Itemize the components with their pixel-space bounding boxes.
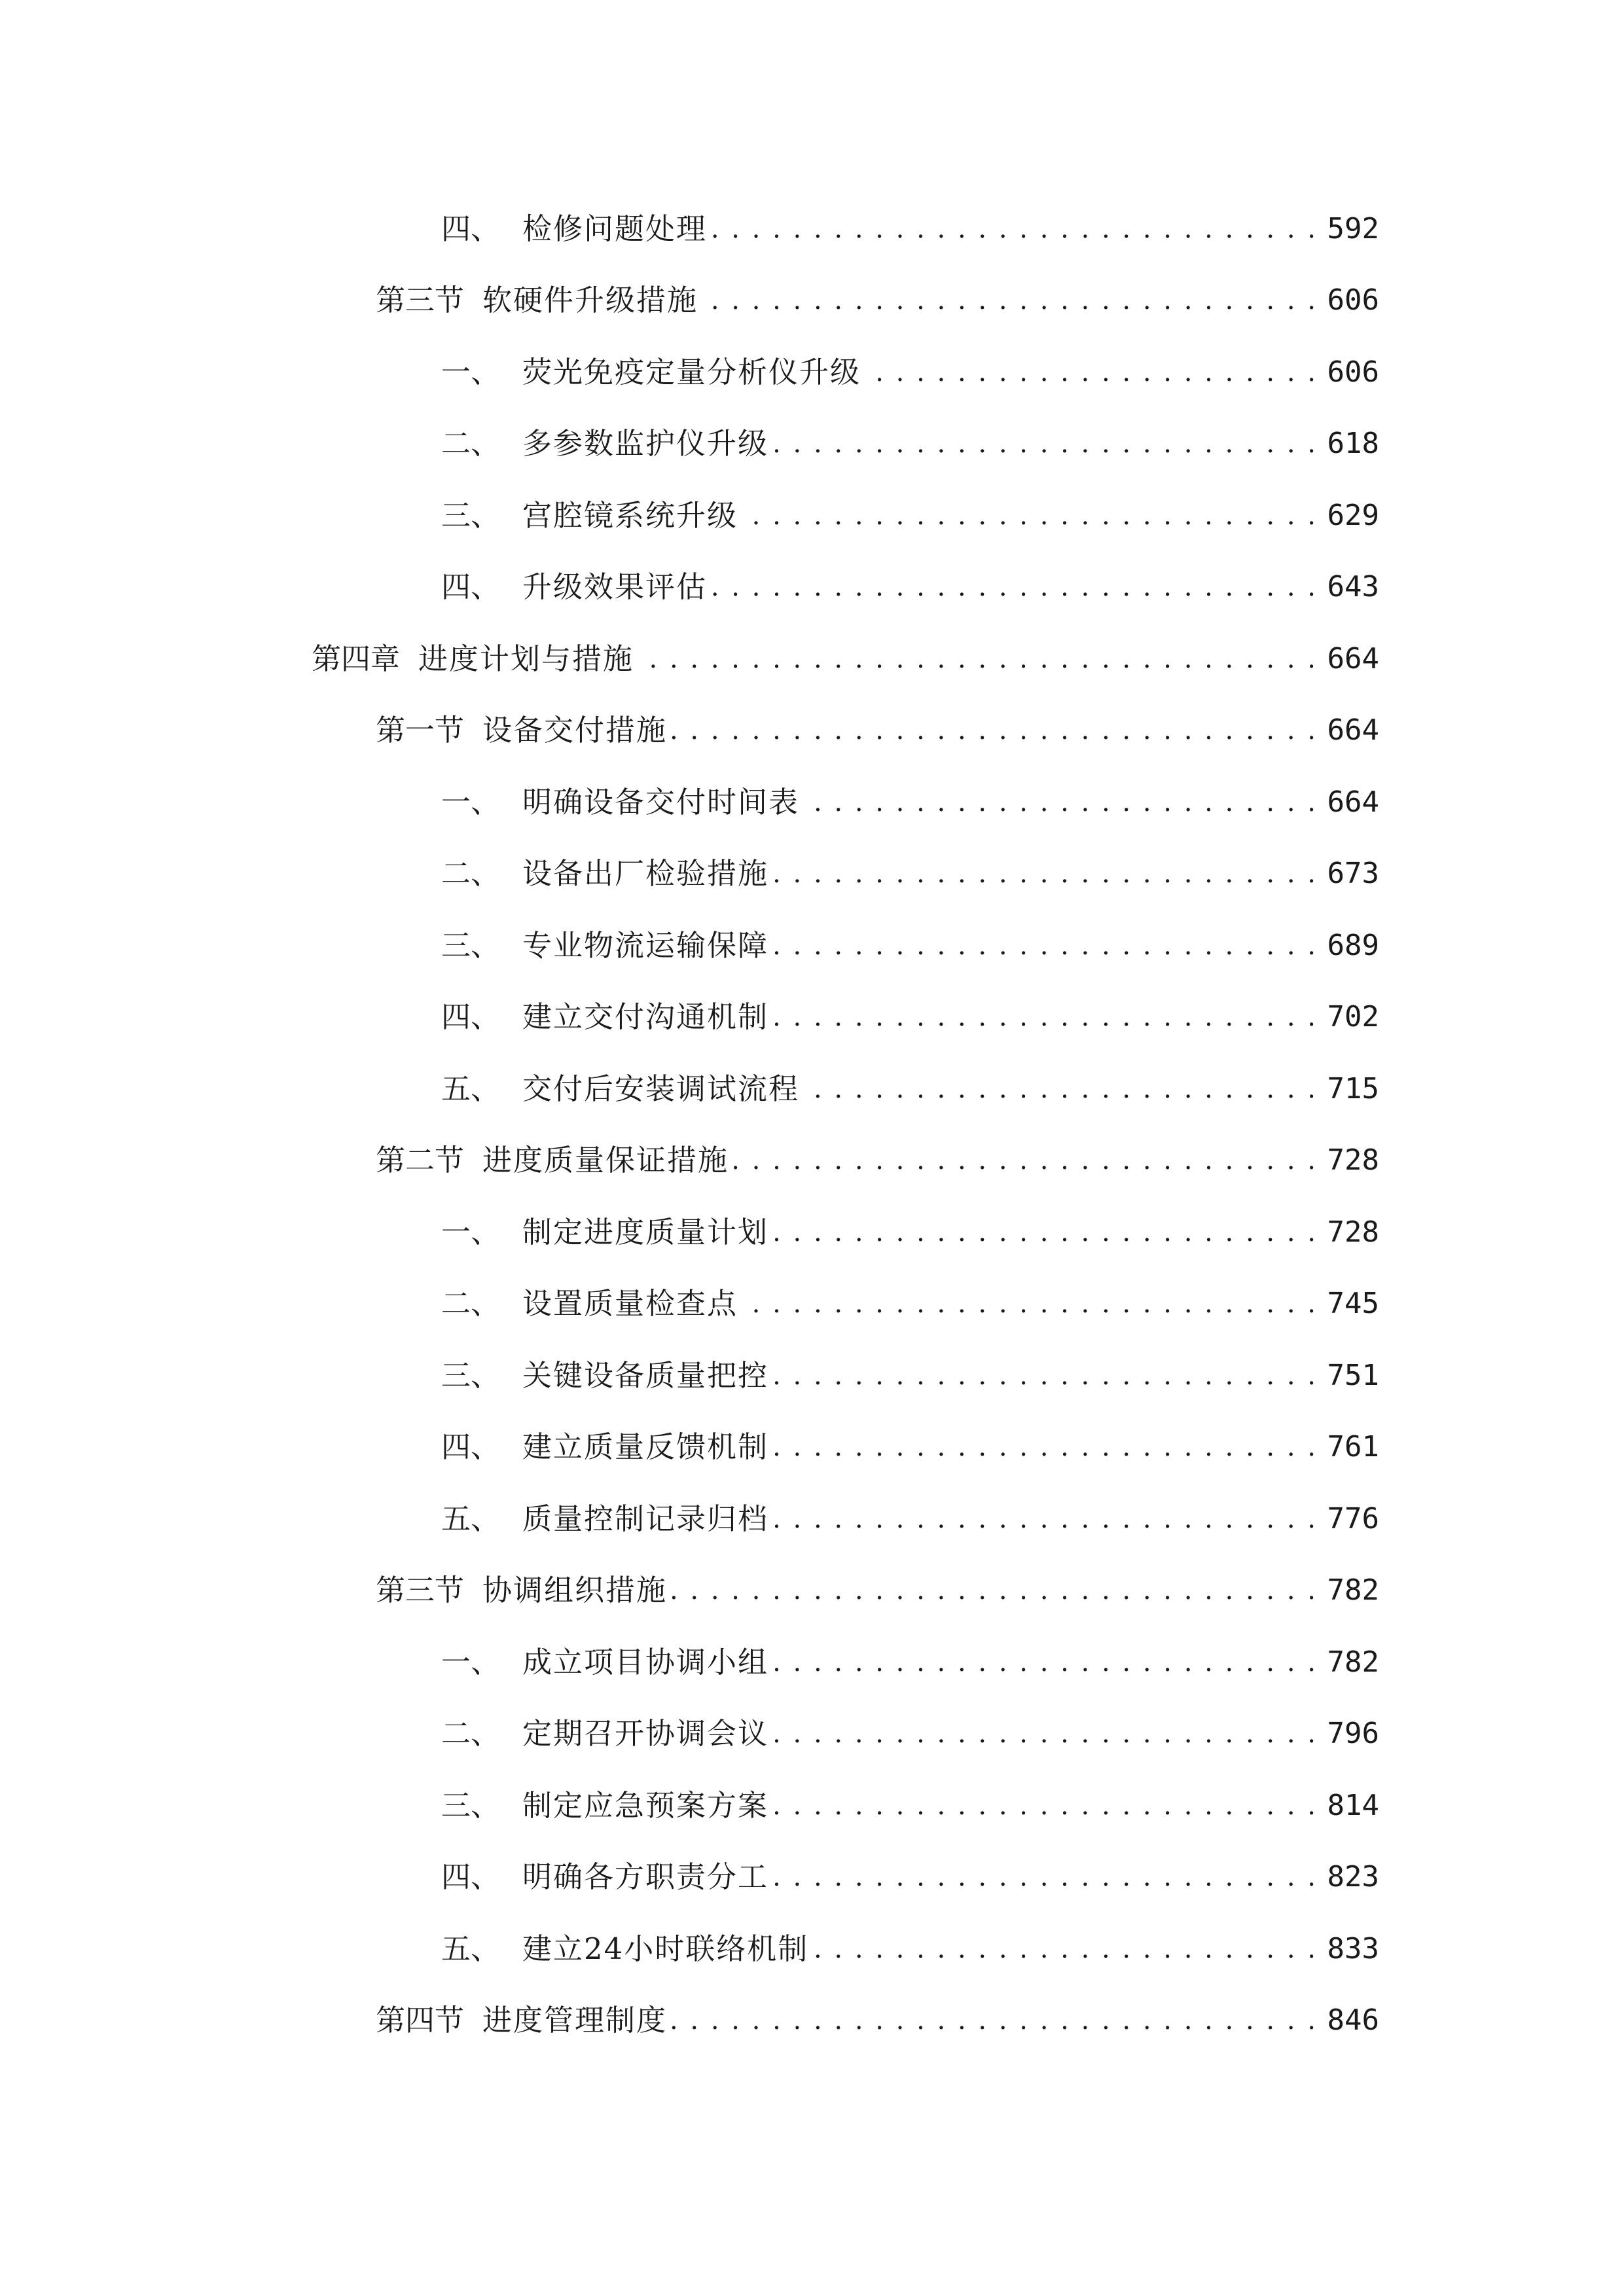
toc-dot-leader	[771, 1780, 1318, 1832]
toc-entry-number: 一、	[441, 1645, 501, 1679]
toc-entry-item[interactable]	[441, 1278, 1379, 1330]
toc-dot-leader	[802, 776, 1318, 829]
toc-entry-title: 质量控制记录归档	[522, 1501, 769, 1536]
toc-entry-title: 制定进度质量计划	[522, 1215, 769, 1249]
toc-dot-leader	[771, 1206, 1318, 1259]
toc-entry-section[interactable]	[376, 1994, 1379, 2047]
toc-entry-page: 761	[1327, 1430, 1379, 1463]
toc-entry-page: 833	[1327, 1932, 1379, 1965]
toc-entry-title: 建立交付沟通机制	[522, 999, 769, 1034]
toc-entry-page: 664	[1327, 785, 1379, 819]
toc-entry-title: 专业物流运输保障	[522, 928, 769, 963]
toc-entry-number: 五、	[441, 1931, 501, 1966]
toc-entry-number: 四、	[441, 569, 501, 604]
toc-dot-leader	[700, 274, 1318, 327]
toc-entry-title: 进度计划与措施	[418, 641, 634, 676]
toc-entry-title: 进度质量保证措施	[482, 1143, 729, 1177]
toc-entry-number: 三、	[441, 928, 501, 963]
toc-entry-number: 第三节	[376, 283, 465, 317]
toc-dot-leader	[731, 1134, 1318, 1187]
toc-entry-title: 升级效果评估	[522, 569, 708, 604]
toc-entry-section[interactable]	[376, 1134, 1379, 1187]
toc-entry-item[interactable]	[441, 1708, 1379, 1760]
toc-entry-number: 三、	[441, 1358, 501, 1393]
toc-dot-leader	[811, 1923, 1318, 1975]
toc-dot-leader	[771, 1851, 1318, 1903]
toc-entry-number: 一、	[441, 785, 501, 819]
toc-entry-page: 618	[1327, 427, 1379, 460]
toc-entry-title: 关键设备质量把控	[522, 1358, 769, 1393]
toc-entry-section[interactable]	[376, 704, 1379, 757]
toc-dot-leader	[710, 561, 1318, 613]
toc-entry-number: 一、	[441, 355, 501, 389]
toc-entry-page: 745	[1327, 1287, 1379, 1320]
toc-entry-item[interactable]	[441, 991, 1379, 1043]
toc-entry-item[interactable]	[441, 1851, 1379, 1903]
toc-entry-section[interactable]	[376, 1564, 1379, 1617]
toc-entry-title: 设置质量检查点	[522, 1286, 738, 1321]
toc-entry-number: 一、	[441, 1215, 501, 1249]
toc-entry-item[interactable]	[441, 1493, 1379, 1545]
toc-entry-page: 689	[1327, 929, 1379, 962]
toc-entry-title: 协调组织措施	[482, 1573, 668, 1607]
toc-entry-item[interactable]	[441, 848, 1379, 900]
toc-entry-page: 643	[1327, 570, 1379, 603]
toc-dot-leader	[670, 704, 1318, 757]
toc-entry-item[interactable]	[441, 1636, 1379, 1689]
toc-entry-title: 制定应急预案方案	[522, 1788, 769, 1823]
toc-entry-page: 728	[1327, 1215, 1379, 1249]
toc-entry-page: 592	[1327, 212, 1379, 245]
toc-entry-item[interactable]	[441, 203, 1379, 255]
toc-entry-number: 四、	[441, 999, 501, 1034]
toc-entry-number: 第一节	[376, 713, 465, 747]
toc-entry-number: 二、	[441, 1716, 501, 1751]
toc-entry-page: 751	[1327, 1359, 1379, 1392]
toc-entry-title: 建立质量反馈机制	[522, 1429, 769, 1464]
toc-dot-leader	[771, 1350, 1318, 1402]
toc-entry-item[interactable]	[441, 920, 1379, 972]
toc-entry-title: 检修问题处理	[522, 211, 708, 246]
toc-entry-item[interactable]	[441, 561, 1379, 613]
toc-entry-page: 823	[1327, 1860, 1379, 1893]
toc-dot-leader	[863, 346, 1318, 399]
toc-entry-page: 664	[1327, 642, 1379, 675]
toc-entry-page: 606	[1327, 283, 1379, 317]
toc-entry-item[interactable]	[441, 1206, 1379, 1259]
toc-entry-title: 成立项目协调小组	[522, 1645, 769, 1679]
toc-entry-page: 702	[1327, 1000, 1379, 1033]
toc-entry-page: 782	[1327, 1573, 1379, 1607]
toc-entry-page: 776	[1327, 1502, 1379, 1535]
toc-entry-title: 交付后安装调试流程	[522, 1071, 800, 1106]
toc-entry-page: 664	[1327, 713, 1379, 747]
toc-entry-item[interactable]	[441, 1421, 1379, 1473]
toc-entry-page: 796	[1327, 1717, 1379, 1750]
toc-entry-number: 四、	[441, 211, 501, 246]
toc-entry-page: 715	[1327, 1072, 1379, 1105]
toc-entry-item[interactable]	[441, 1780, 1379, 1832]
toc-entry-number: 三、	[441, 498, 501, 533]
toc-dot-leader	[802, 1063, 1318, 1115]
toc-entry-title: 设备出厂检验措施	[522, 856, 769, 891]
toc-entry-title: 荧光免疫定量分析仪升级	[522, 355, 861, 389]
toc-entry-item[interactable]	[441, 418, 1379, 470]
toc-entry-number: 二、	[441, 426, 501, 461]
toc-dot-leader	[771, 1708, 1318, 1760]
toc-entry-title: 宫腔镜系统升级	[522, 498, 738, 533]
toc-entry-number: 四、	[441, 1859, 501, 1894]
toc-dot-leader	[771, 848, 1318, 900]
toc-dot-leader	[740, 490, 1318, 542]
toc-entry-section[interactable]	[376, 274, 1379, 327]
toc-entry-number: 第三节	[376, 1573, 465, 1607]
toc-entry-title: 明确设备交付时间表	[522, 785, 800, 819]
toc-entry-title: 多参数监护仪升级	[522, 426, 769, 461]
toc-entry-item[interactable]	[441, 1350, 1379, 1402]
toc-entry-page: 606	[1327, 355, 1379, 389]
toc-entry-number: 五、	[441, 1501, 501, 1536]
toc-dot-leader	[771, 991, 1318, 1043]
toc-dot-leader	[710, 203, 1318, 255]
toc-entry-number: 第二节	[376, 1143, 465, 1177]
toc-entry-page: 728	[1327, 1143, 1379, 1177]
toc-entry-item[interactable]	[441, 490, 1379, 542]
toc-entry-page: 846	[1327, 2003, 1379, 2037]
toc-dot-leader	[771, 418, 1318, 470]
toc-entry-page: 782	[1327, 1645, 1379, 1679]
toc-entry-page: 629	[1327, 499, 1379, 532]
toc-entry-page: 673	[1327, 857, 1379, 890]
toc-entry-number: 四、	[441, 1429, 501, 1464]
toc-entry-item[interactable]	[441, 1063, 1379, 1115]
toc-entry-title: 定期召开协调会议	[522, 1716, 769, 1751]
toc-entry-number: 第四章	[312, 641, 401, 676]
toc-dot-leader	[771, 1421, 1318, 1473]
toc-dot-leader	[771, 920, 1318, 972]
toc-entry-number: 第四节	[376, 2003, 465, 2037]
toc-entry-item[interactable]	[441, 346, 1379, 399]
toc-dot-leader	[740, 1278, 1318, 1330]
toc-entry-title: 软硬件升级措施	[482, 283, 698, 317]
toc-entry-item[interactable]	[441, 776, 1379, 829]
toc-entry-item[interactable]	[441, 1923, 1379, 1975]
toc-entry-number: 三、	[441, 1788, 501, 1823]
toc-entry-page: 814	[1327, 1789, 1379, 1822]
toc-entry-title: 明确各方职责分工	[522, 1859, 769, 1894]
toc-dot-leader	[771, 1636, 1318, 1689]
toc-entry-number: 二、	[441, 856, 501, 891]
toc-entry-number: 五、	[441, 1071, 501, 1106]
toc-dot-leader	[771, 1493, 1318, 1545]
toc-entry-chapter[interactable]	[312, 633, 1379, 685]
toc-dot-leader	[670, 1564, 1318, 1617]
toc-dot-leader	[636, 633, 1318, 685]
toc-entry-number: 二、	[441, 1286, 501, 1321]
toc-entry-title: 进度管理制度	[482, 2003, 668, 2037]
toc-entry-title: 建立24小时联络机制	[522, 1931, 809, 1966]
toc-entry-title: 设备交付措施	[482, 713, 668, 747]
toc-dot-leader	[670, 1994, 1318, 2047]
